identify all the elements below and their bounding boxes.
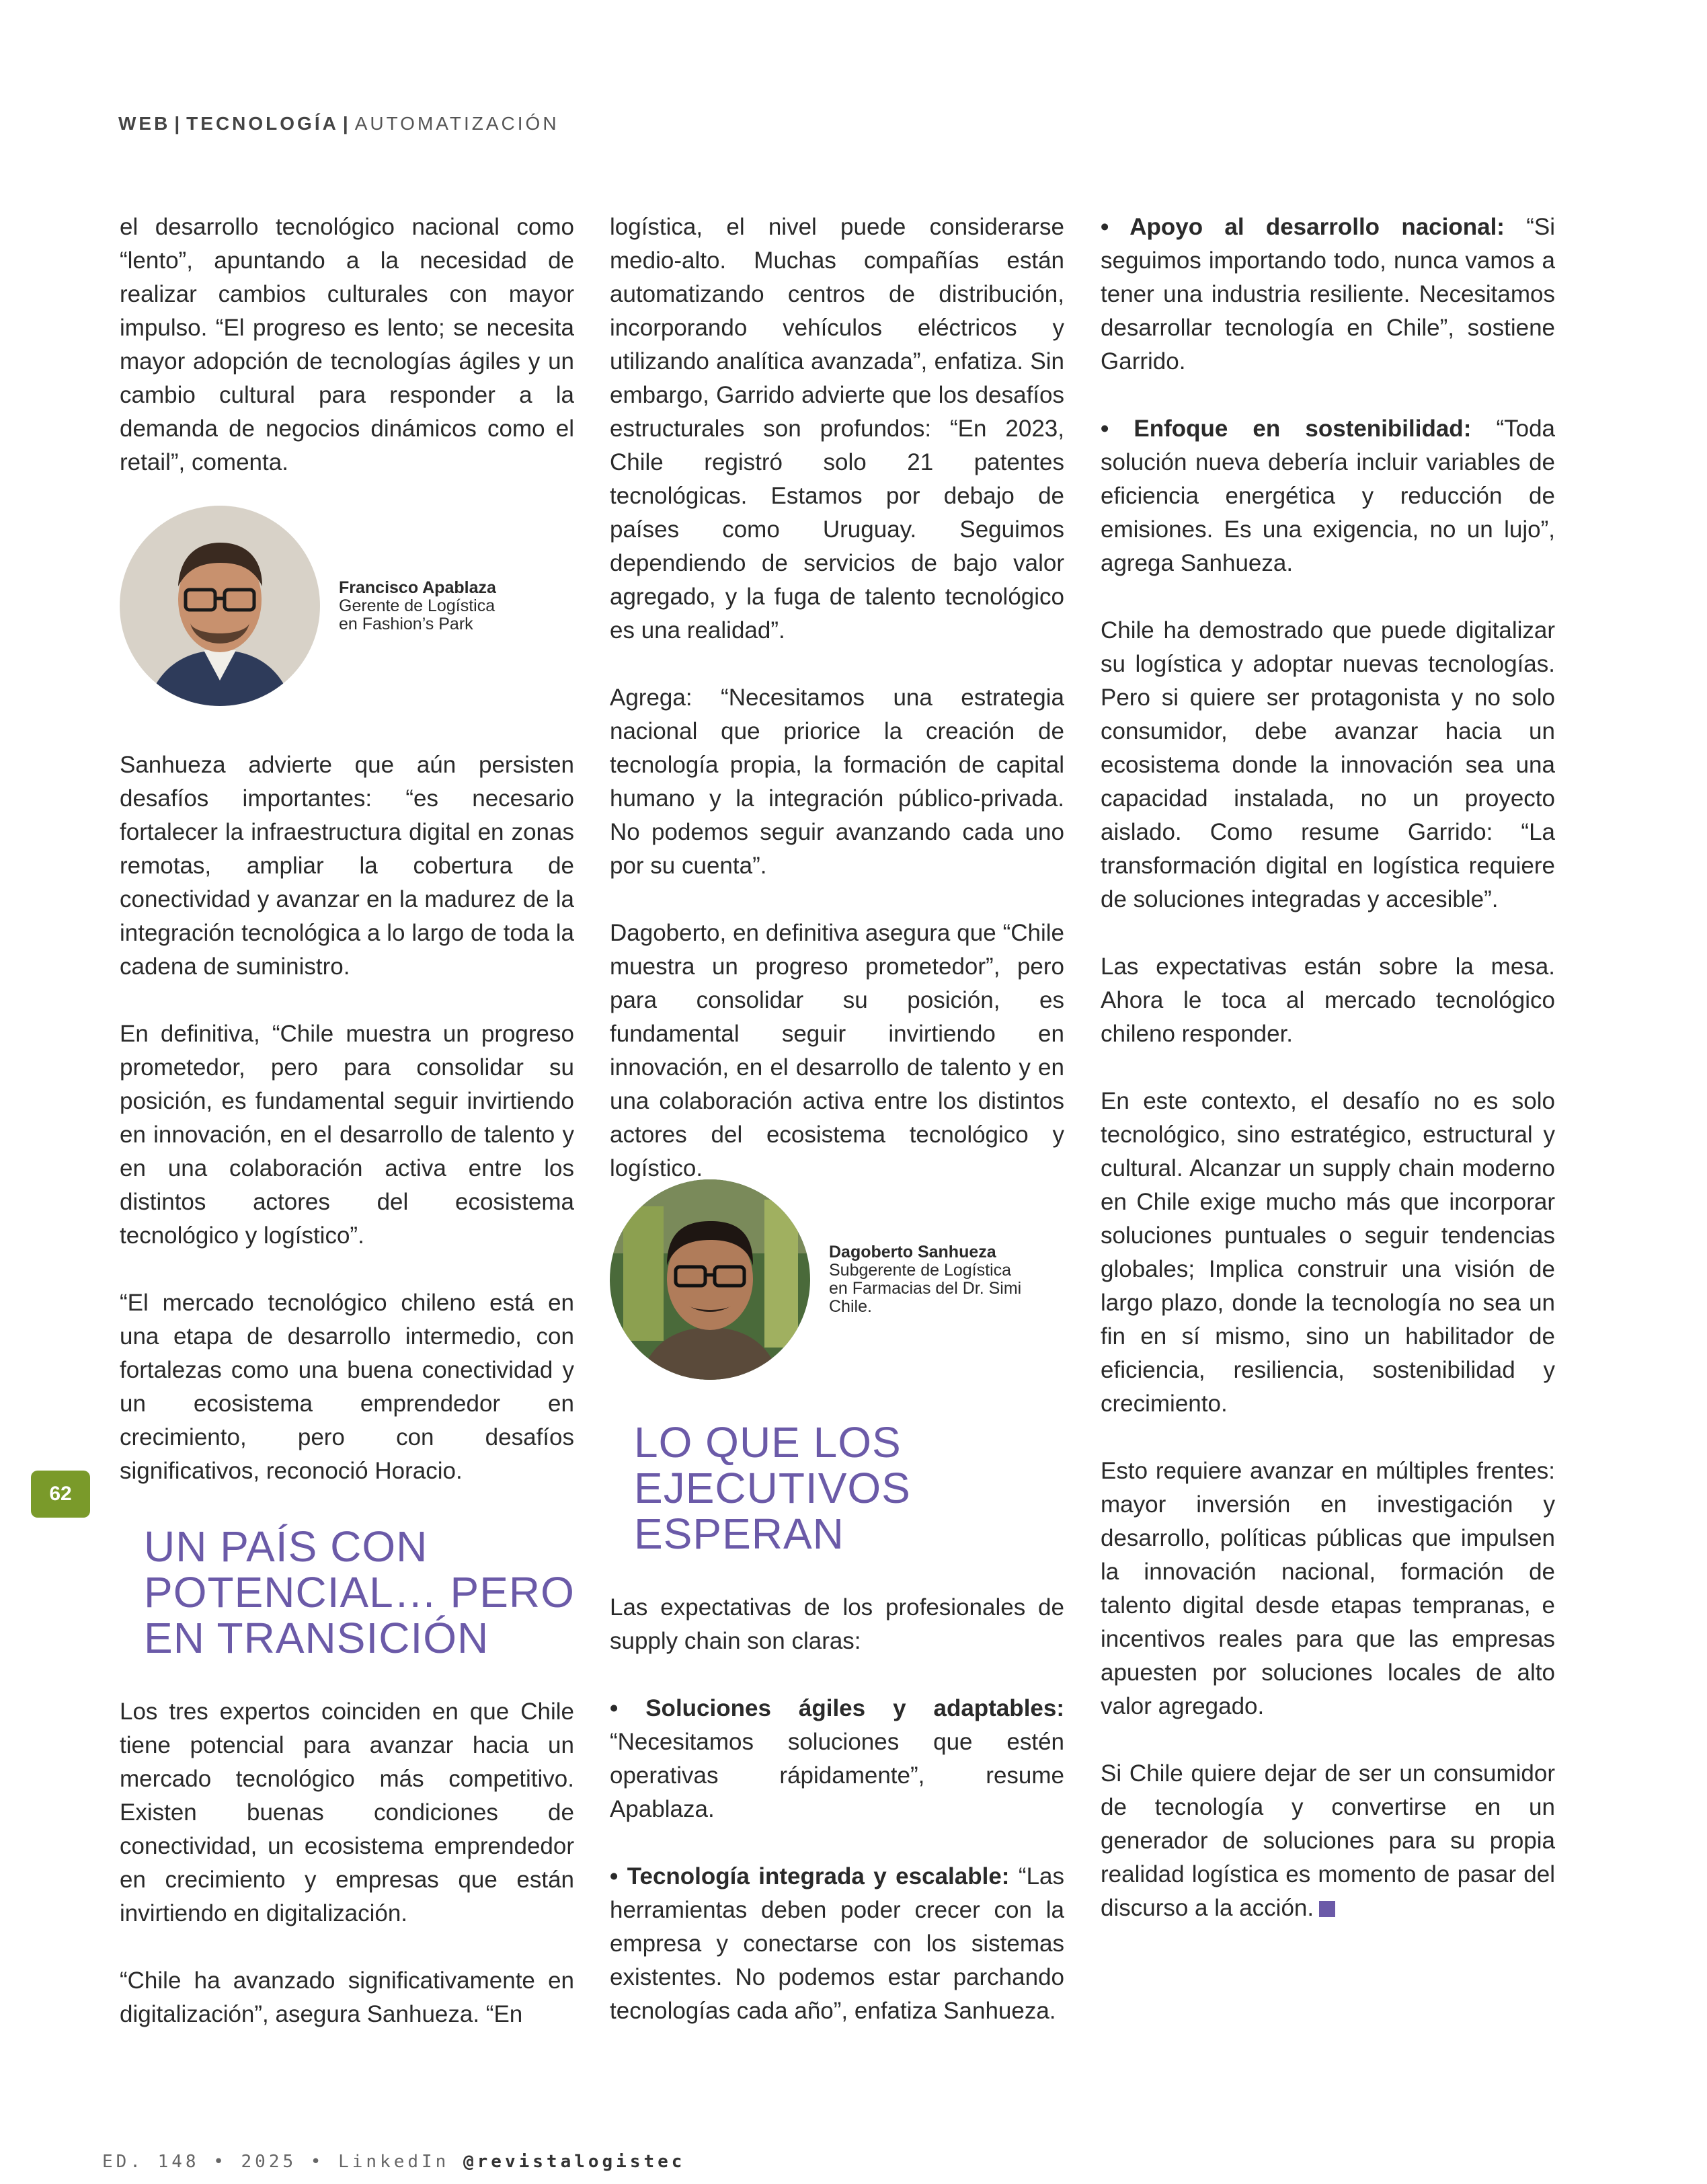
paragraph: Dagoberto, en definitiva asegura que “Chile muestra un progreso prometedor”, pero para consolidar su posición, es fundamental seguir invirtiendo en innovación, en el desarrollo de talento y en una colaboración activa entre los distintos actores del ecosistema tecnológico y logístico. [610,920,1064,1181]
paragraph: Las expectativas están sobre la mesa. Ahora le toca al mercado tecnológico chileno responder. [1101,953,1555,1047]
section-header [118,113,559,134]
paragraph: En definitiva, “Chile muestra un progreso prometedor, pero para consolidar su posición, es fundamental seguir invirtiendo en innovación, en el desarrollo de talento y en una colaboración activa entre los distintos actores del ecosistema tecnológico y logístico”. [120,1021,574,1249]
profile-francisco-apablaza [120,506,496,706]
profile-name: Dagoberto Sanhueza [829,1243,996,1261]
profile-caption [829,1243,1021,1316]
paragraph: “Chile ha avanzado significativamente en digitalización”, asegura Sanhueza. “En [120,1967,574,2027]
header-section-web: WEB [118,113,171,134]
column-1-middle [120,748,574,1488]
paragraph-text: Si Chile quiere dejar de ser un consumidor de tecnología y convertirse en un generador de soluciones para su propia realidad logística es momento de pasar del discurso a la acción. [1101,1760,1555,1921]
footer [102,2152,685,2172]
column-2-top [610,210,1064,1185]
page-number-badge: 62 [31,1471,90,1518]
paragraph: Chile ha demostrado que puede digitalizar su logística y adoptar nuevas tecnologías. Pero si quiere ser protagonista y no solo consumidor, debe avanzar hacia un ecosistema donde la innovación sea una capacidad instalada, no un proyecto aislado. Como resume Garrido: “La transformación digital en logística requiere de soluciones integradas y accesible”. [1101,617,1555,912]
profile-company: en Fashion’s Park [339,614,473,633]
title-line: EN TRANSICIÓN [144,1614,489,1662]
bullet-text: “Si seguimos importando todo, nunca vamos a tener una industria resiliente. Necesitamos desarrollar tecnología en Chile”, sostiene Garrido. [1101,214,1556,375]
avatar-photo [120,506,320,706]
paragraph: Sanhueza advierte que aún persisten desafíos importantes: “es necesario fortalecer la infraestructura digital en zonas remotas, ampliar la cobertura de conectividad y avanzar en la madurez de la integración tecnológica a lo largo de toda la cadena de suministro. [120,752,574,980]
profile-role: Gerente de Logística [339,596,495,615]
bullet-label: • Soluciones ágiles y adaptables: [610,1695,1064,1721]
profile-role: Subgerente de Logística [829,1261,1012,1280]
bullet-label: • Apoyo al desarrollo nacional: [1101,214,1505,240]
paragraph: “El mercado tecnológico chileno está en una etapa de desarrollo intermedio, con fortalezas como una buena conectividad y un ecosistema emprendedor en crecimiento, pero con desafíos significativos, reconoció Horacio. [120,1290,574,1484]
bullet-item [1101,210,1555,379]
title-line: UN PAÍS CON [144,1522,428,1571]
column-1-bottom [120,1695,574,2031]
footer-linkedin-handle: @revistalogistec [463,2152,686,2172]
paragraph: logística, el nivel puede considerarse medio-alto. Muchas compañías están automatizando centros de distribución, incorporando vehículos eléctricos y utilizando analítica avanzada”, enfatiza. Sin embargo, Garrido advierte que los desafíos estructurales son profundos: “En 2023, Chile registró solo 21 patentes tecnológicas. Estamos por debajo de países como Uruguay. Seguimos dependiendo de servicios de bajo valor agregado, y la fuga de talento tecnológico es una realidad”. [610,214,1064,644]
header-section-tecnologia: TECNOLOGÍA [186,113,339,134]
bullet-item [610,1860,1064,2028]
profile-dagoberto-sanhueza [610,1179,1021,1380]
title-line: POTENCIAL… PERO [144,1568,575,1616]
bullet-text: “Necesitamos soluciones que estén operativas rápidamente”, resume Apablaza. [610,1729,1064,1822]
paragraph: Las expectativas de los profesionales de supply chain son claras: [610,1594,1064,1654]
column-3 [1101,210,1555,1925]
section-title-un-pais-con-potencial [144,1524,575,1661]
column-2-bottom [610,1591,1064,2028]
footer-edition: ED. 148 • 2025 • LinkedIn [102,2152,463,2172]
avatar-photo [610,1179,810,1380]
header-separator: | [342,113,351,134]
profile-name: Francisco Apablaza [339,578,496,597]
bullet-item [1101,412,1555,580]
paragraph: el desarrollo tecnológico nacional como “lento”, apuntando a la necesidad de realizar cambios culturales con mayor impulso. “El progreso es lento; se necesita mayor adopción de tecnologías ágiles y un cambio cultural para responder a la demanda de negocios dinámicos como el retail”, comenta. [120,214,574,475]
paragraph: En este contexto, el desafío no es solo tecnológico, sino estratégico, estructural y cultural. Alcanzar un supply chain moderno en Chile exige mucho más que incorporar soluciones puntuales o seguir tendencias globales; Implica construir una visión de largo plazo, donde la tecnología no sea un fin en sí mismo, sino un habilitador de eficiencia, resiliencia, sostenibilidad y crecimiento. [1101,1088,1555,1417]
header-separator: | [174,113,183,134]
end-of-article-square-icon [1319,1901,1335,1917]
paragraph: Agrega: “Necesitamos una estrategia nacional que priorice la creación de tecnología propia, la formación de capital humano y la integración público-privada. No podemos seguir avanzando cada uno por su cuenta”. [610,685,1064,879]
profile-company: en Farmacias del Dr. Simi [829,1279,1022,1298]
paragraph: Los tres expertos coinciden en que Chile tiene potencial para avanzar hacia un mercado tecnológico más competitivo. Existen buenas condiciones de conectividad, un ecosistema emprendedor en crecimiento y empresas que están invirtiendo en digitalización. [120,1699,574,1926]
section-title-lo-que-los-ejecutivos-esperan [634,1419,911,1557]
title-line: EJECUTIVOS [634,1464,911,1512]
paragraph: Esto requiere avanzar en múltiples frentes: mayor inversión en investigación y desarrollo, políticas públicas que impulsen la innovación nacional, formación de talento digital desde etapas tempranas, e incentivos reales para que las empresas apuesten por soluciones locales de alto valor agregado. [1101,1458,1555,1719]
profile-caption [339,579,496,633]
column-1-top [120,210,574,479]
bullet-label: • Tecnología integrada y escalable: [610,1863,1010,1889]
title-line: LO QUE LOS [634,1418,902,1467]
bullet-label: • Enfoque en sostenibilidad: [1101,416,1472,442]
bullet-text: “Las herramientas deben poder crecer con la empresa y conectarse con los sistemas existentes. No podemos estar parchando tecnologías cada año”, enfatiza Sanhueza. [610,1863,1065,2024]
bullet-item [610,1692,1064,1826]
header-section-automatizacion: AUTOMATIZACIÓN [354,113,559,134]
title-line: ESPERAN [634,1510,844,1558]
closing-paragraph [1101,1757,1555,1925]
bullet-text: “Toda solución nueva debería incluir variables de eficiencia energética y reducción de emisiones. Es una exigencia, no un lujo”, agrega Sanhueza. [1101,416,1555,576]
profile-company-cont: Chile. [829,1297,872,1316]
